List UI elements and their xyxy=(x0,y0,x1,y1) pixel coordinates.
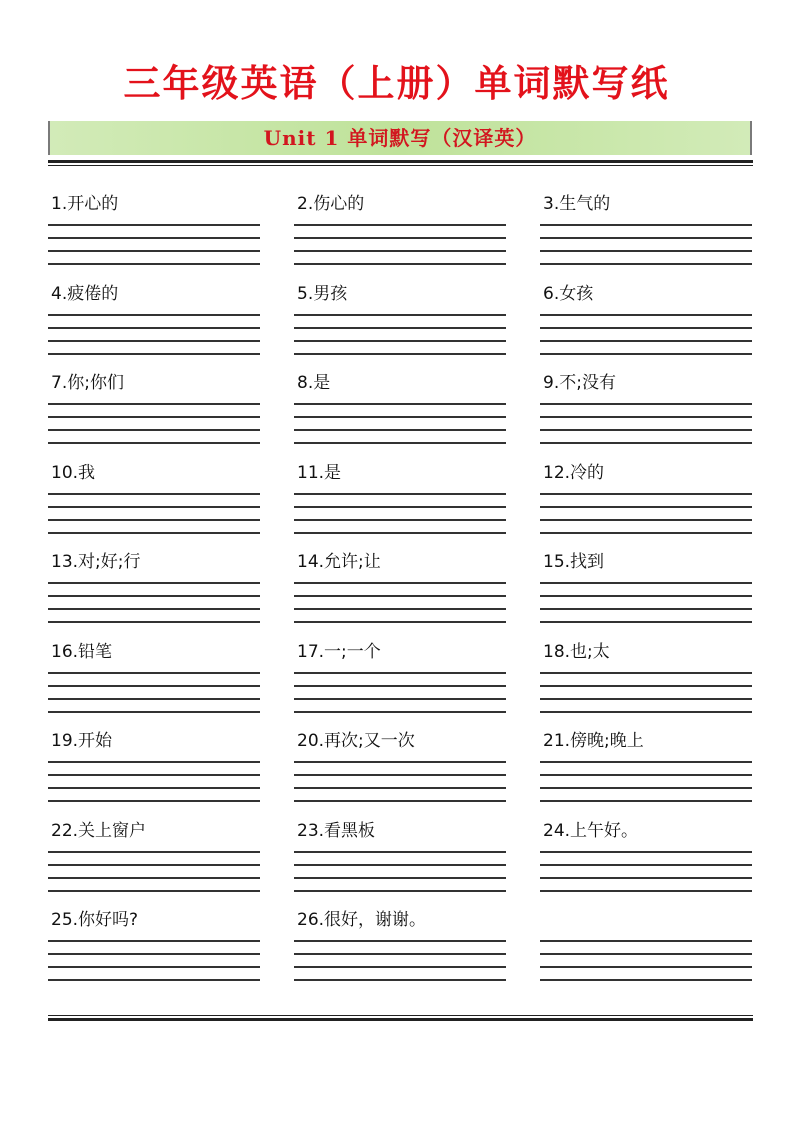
writing-line[interactable] xyxy=(48,774,260,776)
vocab-item-prompt: 9.不;没有 xyxy=(543,373,616,393)
writing-line[interactable] xyxy=(294,263,506,265)
vocab-item-prompt: 8.是 xyxy=(297,373,331,393)
vocab-item-prompt: 20.再次;又一次 xyxy=(297,731,415,751)
writing-line[interactable] xyxy=(48,787,260,789)
vocab-item xyxy=(48,193,260,275)
writing-line[interactable] xyxy=(294,711,506,713)
vocab-item-prompt: 21.傍晚;晚上 xyxy=(543,731,644,751)
writing-line[interactable] xyxy=(48,966,260,968)
writing-line[interactable] xyxy=(540,890,752,892)
writing-line[interactable] xyxy=(48,263,260,265)
writing-line[interactable] xyxy=(540,327,752,329)
vocab-item xyxy=(48,372,260,454)
vocab-item-prompt: 13.对;好;行 xyxy=(51,552,141,572)
writing-line[interactable] xyxy=(540,864,752,866)
writing-line[interactable] xyxy=(540,851,752,853)
unit-banner-title: Unit 1 单词默写（汉译英） xyxy=(263,126,537,150)
writing-line[interactable] xyxy=(540,340,752,342)
writing-line[interactable] xyxy=(294,442,506,444)
writing-line[interactable] xyxy=(540,877,752,879)
writing-line[interactable] xyxy=(48,595,260,597)
writing-line[interactable] xyxy=(48,340,260,342)
writing-line[interactable] xyxy=(540,940,752,942)
vocab-item-prompt: 26.很好，谢谢。 xyxy=(297,910,427,930)
vocab-item xyxy=(540,551,752,633)
writing-line[interactable] xyxy=(540,774,752,776)
vocab-item-prompt: 6.女孩 xyxy=(543,284,594,304)
vocab-item-prompt: 22.关上窗户 xyxy=(51,821,147,841)
vocab-item xyxy=(540,372,752,454)
writing-line[interactable] xyxy=(540,979,752,981)
vocab-item xyxy=(294,909,506,991)
top-divider-thick xyxy=(48,160,753,163)
vocab-item xyxy=(48,462,260,544)
writing-line[interactable] xyxy=(540,263,752,265)
writing-line[interactable] xyxy=(294,237,506,239)
vocab-item-prompt: 17.一;一个 xyxy=(297,642,381,662)
vocab-item xyxy=(294,730,506,812)
vocab-item xyxy=(48,820,260,902)
writing-line[interactable] xyxy=(294,327,506,329)
writing-line[interactable] xyxy=(294,506,506,508)
vocab-item xyxy=(48,551,260,633)
writing-line[interactable] xyxy=(294,966,506,968)
writing-line[interactable] xyxy=(294,353,506,355)
vocab-item-prompt: 5.男孩 xyxy=(297,284,348,304)
writing-line[interactable] xyxy=(294,685,506,687)
writing-line[interactable] xyxy=(48,442,260,444)
writing-line[interactable] xyxy=(48,979,260,981)
writing-line[interactable] xyxy=(294,979,506,981)
writing-line[interactable] xyxy=(540,787,752,789)
vocab-item-prompt: 10.我 xyxy=(51,463,96,483)
writing-line[interactable] xyxy=(294,582,506,584)
writing-line[interactable] xyxy=(48,877,260,879)
writing-line[interactable] xyxy=(540,800,752,802)
writing-line[interactable] xyxy=(294,672,506,674)
writing-line[interactable] xyxy=(48,672,260,674)
writing-line[interactable] xyxy=(540,608,752,610)
writing-line[interactable] xyxy=(48,493,260,495)
writing-line[interactable] xyxy=(294,250,506,252)
vocab-item xyxy=(294,641,506,723)
writing-line[interactable] xyxy=(540,493,752,495)
writing-line[interactable] xyxy=(540,250,752,252)
writing-line[interactable] xyxy=(540,224,752,226)
writing-line[interactable] xyxy=(540,698,752,700)
writing-line[interactable] xyxy=(48,685,260,687)
writing-line[interactable] xyxy=(540,685,752,687)
writing-line[interactable] xyxy=(294,787,506,789)
vocab-item-prompt: 2.伤心的 xyxy=(297,194,365,214)
vocab-item-prompt: 7.你;你们 xyxy=(51,373,124,393)
writing-line[interactable] xyxy=(48,621,260,623)
writing-line[interactable] xyxy=(294,774,506,776)
writing-line[interactable] xyxy=(48,314,260,316)
writing-line[interactable] xyxy=(48,953,260,955)
vocab-item xyxy=(294,283,506,365)
writing-line[interactable] xyxy=(48,940,260,942)
writing-line[interactable] xyxy=(294,800,506,802)
writing-line[interactable] xyxy=(294,698,506,700)
vocab-item-prompt: 12.冷的 xyxy=(543,463,605,483)
writing-line[interactable] xyxy=(294,877,506,879)
writing-line[interactable] xyxy=(48,582,260,584)
blank-writing-area xyxy=(540,909,752,991)
writing-line[interactable] xyxy=(540,519,752,521)
writing-line[interactable] xyxy=(48,800,260,802)
writing-line[interactable] xyxy=(48,711,260,713)
vocab-item xyxy=(48,730,260,812)
writing-line[interactable] xyxy=(48,608,260,610)
writing-line[interactable] xyxy=(48,237,260,239)
writing-line[interactable] xyxy=(294,416,506,418)
vocab-item-prompt: 14.允许;让 xyxy=(297,552,381,572)
page-title: 三年级英语（上册）单词默写纸 xyxy=(123,61,670,105)
vocab-item xyxy=(294,372,506,454)
vocab-item-prompt: 25.你好吗? xyxy=(51,910,139,930)
writing-line[interactable] xyxy=(48,890,260,892)
writing-line[interactable] xyxy=(294,340,506,342)
bottom-divider-thick xyxy=(48,1018,753,1021)
vocab-item-prompt: 4.疲倦的 xyxy=(51,284,119,304)
vocab-item xyxy=(48,909,260,991)
writing-line[interactable] xyxy=(540,761,752,763)
writing-line[interactable] xyxy=(294,608,506,610)
writing-line[interactable] xyxy=(294,761,506,763)
writing-line[interactable] xyxy=(540,582,752,584)
vocab-item-prompt: 18.也;太 xyxy=(543,642,610,662)
writing-line[interactable] xyxy=(48,416,260,418)
writing-line[interactable] xyxy=(294,864,506,866)
writing-line[interactable] xyxy=(294,940,506,942)
writing-line[interactable] xyxy=(294,621,506,623)
vocab-item-prompt: 19.开始 xyxy=(51,731,113,751)
writing-line[interactable] xyxy=(294,851,506,853)
writing-line[interactable] xyxy=(294,403,506,405)
vocab-item-prompt: 15.找到 xyxy=(543,552,605,572)
vocab-item-prompt: 23.看黑板 xyxy=(297,821,376,841)
bottom-divider-thin xyxy=(48,1015,753,1016)
writing-line[interactable] xyxy=(48,761,260,763)
writing-line[interactable] xyxy=(540,621,752,623)
writing-line[interactable] xyxy=(48,250,260,252)
writing-line[interactable] xyxy=(48,698,260,700)
writing-line[interactable] xyxy=(540,403,752,405)
writing-line[interactable] xyxy=(48,851,260,853)
writing-line[interactable] xyxy=(294,429,506,431)
writing-line[interactable] xyxy=(540,595,752,597)
unit-banner xyxy=(48,121,752,155)
writing-line[interactable] xyxy=(48,224,260,226)
vocab-item xyxy=(48,283,260,365)
vocab-item xyxy=(540,462,752,544)
vocab-item xyxy=(540,283,752,365)
vocab-item xyxy=(540,193,752,275)
writing-line[interactable] xyxy=(540,953,752,955)
vocab-item xyxy=(540,820,752,902)
writing-line[interactable] xyxy=(540,711,752,713)
writing-line[interactable] xyxy=(48,327,260,329)
vocab-item xyxy=(540,730,752,812)
writing-line[interactable] xyxy=(540,416,752,418)
writing-line[interactable] xyxy=(294,314,506,316)
writing-line[interactable] xyxy=(294,532,506,534)
writing-line[interactable] xyxy=(540,314,752,316)
writing-line[interactable] xyxy=(48,532,260,534)
vocab-item xyxy=(294,193,506,275)
vocab-item-prompt: 3.生气的 xyxy=(543,194,611,214)
writing-line[interactable] xyxy=(48,403,260,405)
writing-line[interactable] xyxy=(294,519,506,521)
vocab-item-prompt: 1.开心的 xyxy=(51,194,119,214)
vocab-item-prompt: 16.铅笔 xyxy=(51,642,113,662)
writing-line[interactable] xyxy=(48,864,260,866)
writing-line[interactable] xyxy=(48,429,260,431)
writing-line[interactable] xyxy=(540,442,752,444)
writing-line[interactable] xyxy=(294,493,506,495)
writing-line[interactable] xyxy=(540,966,752,968)
vocab-item xyxy=(294,820,506,902)
writing-line[interactable] xyxy=(294,224,506,226)
vocab-item-prompt: 11.是 xyxy=(297,463,342,483)
writing-line[interactable] xyxy=(540,506,752,508)
writing-line[interactable] xyxy=(540,237,752,239)
writing-line[interactable] xyxy=(540,429,752,431)
writing-line[interactable] xyxy=(540,532,752,534)
writing-line[interactable] xyxy=(48,506,260,508)
writing-line[interactable] xyxy=(294,890,506,892)
writing-line[interactable] xyxy=(48,353,260,355)
writing-line[interactable] xyxy=(48,519,260,521)
top-divider-thin xyxy=(48,165,753,166)
writing-line[interactable] xyxy=(294,953,506,955)
vocab-item xyxy=(294,551,506,633)
vocab-item xyxy=(294,462,506,544)
writing-line[interactable] xyxy=(540,672,752,674)
vocab-item xyxy=(48,641,260,723)
writing-line[interactable] xyxy=(540,353,752,355)
writing-line[interactable] xyxy=(294,595,506,597)
vocab-item xyxy=(540,641,752,723)
vocab-item-prompt: 24.上午好。 xyxy=(543,821,639,841)
